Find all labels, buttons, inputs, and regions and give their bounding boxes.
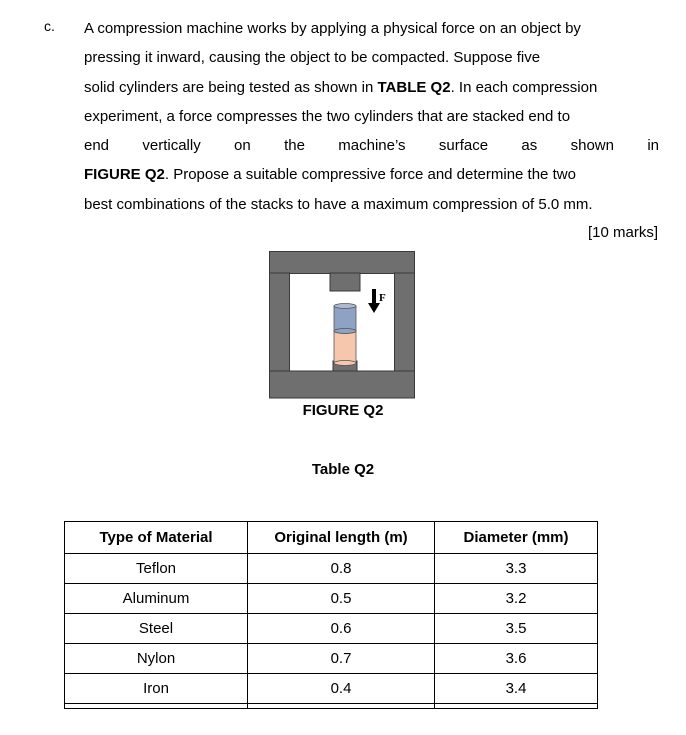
table-header-row <box>65 522 598 554</box>
figure-reference: FIGURE Q2 <box>84 166 165 184</box>
question-line-3: solid cylinders are being tested as shown in TABLE Q2. In each compression <box>84 78 598 96</box>
materials-table <box>64 521 598 709</box>
table-row <box>65 674 598 704</box>
question-line-5: end vertically on the machine’s surface as shown in <box>84 137 659 155</box>
marks-label: [10 marks] <box>587 224 658 241</box>
frame-top <box>270 252 415 274</box>
diameter-cell: 3.2 <box>435 584 598 614</box>
frame-left <box>270 273 290 371</box>
question-line-6: FIGURE Q2. Propose a suitable compressive force and determine the two <box>84 166 576 184</box>
length-cell: 0.5 <box>248 584 435 614</box>
diameter-cell: 3.6 <box>435 644 598 674</box>
header-length: Original length (m) <box>248 522 435 554</box>
diameter-cell: 3.3 <box>435 554 598 584</box>
header-material: Type of Material <box>65 522 248 554</box>
table-reference: TABLE Q2 <box>377 78 451 96</box>
question-line-2: pressing it inward, causing the object to be compacted. Suppose five <box>84 49 541 67</box>
diameter-cell: 3.5 <box>435 614 598 644</box>
length-cell: 0.8 <box>248 554 435 584</box>
cylinder-stack <box>334 304 356 366</box>
bottom-cylinder <box>334 331 356 363</box>
material-cell: Steel <box>65 614 248 644</box>
press-head <box>330 273 360 291</box>
header-diameter: Diameter (mm) <box>435 522 598 554</box>
diameter-cell: 3.4 <box>435 674 598 704</box>
figure-caption: FIGURE Q2 <box>302 402 384 419</box>
material-cell: Nylon <box>65 644 248 674</box>
length-cell: 0.4 <box>248 674 435 704</box>
table-row <box>65 644 598 674</box>
table-caption: Table Q2 <box>311 461 375 478</box>
question-text <box>84 14 659 219</box>
question-line-4: experiment, a force compresses the two cylinders that are stacked end to <box>84 107 571 125</box>
question-line-7: best combinations of the stacks to have a maximum compression of 5.0 mm. <box>84 195 593 213</box>
length-cell: 0.7 <box>248 644 435 674</box>
question-label: c. <box>44 18 55 34</box>
table-row-empty <box>65 704 598 709</box>
question-line-1: A compression machine works by applying a physical force on an object by <box>84 20 581 37</box>
table-row <box>65 614 598 644</box>
table-row <box>65 554 598 584</box>
length-cell: 0.6 <box>248 614 435 644</box>
material-cell: Aluminum <box>65 584 248 614</box>
material-cell: Teflon <box>65 554 248 584</box>
table-row <box>65 584 598 614</box>
frame-right <box>395 273 415 371</box>
force-label: F <box>379 292 386 304</box>
material-cell: Iron <box>65 674 248 704</box>
frame-base <box>270 371 415 398</box>
compression-machine-figure <box>269 251 415 399</box>
top-cylinder <box>334 306 356 331</box>
